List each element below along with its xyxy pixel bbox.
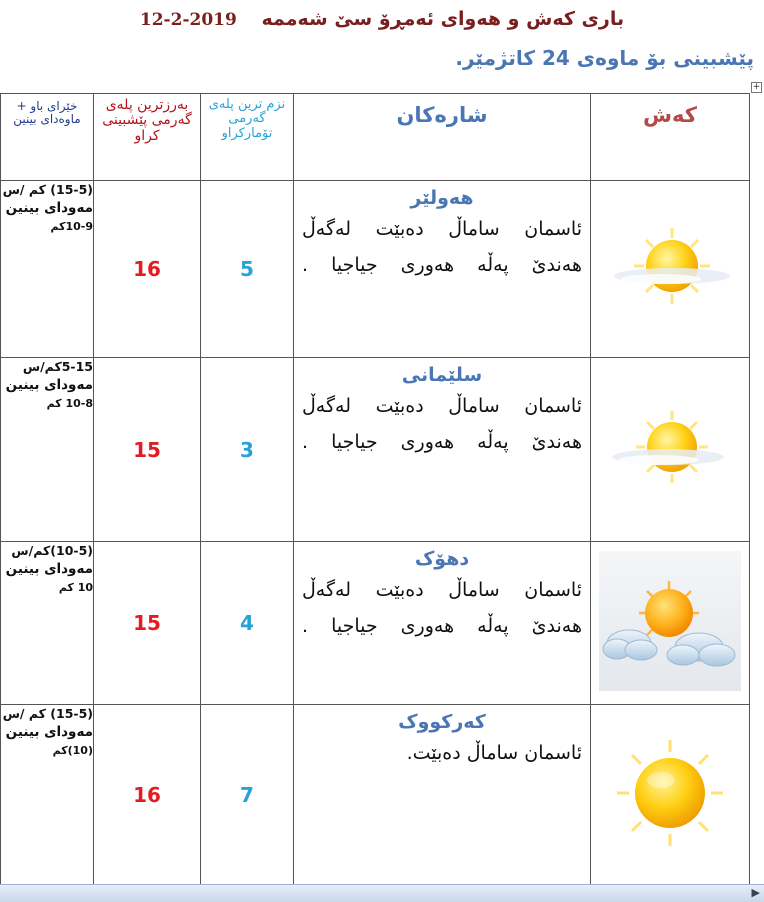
weather-table <box>0 93 750 886</box>
header-max-temp: بەرزترین پلەی گەرمی پێشبینی کراو <box>94 94 201 181</box>
table-row <box>1 181 750 358</box>
wind-cell: 5-15کم/س مەودای بینین 10-8 کم <box>1 358 94 542</box>
weather-icon-cell <box>591 358 750 542</box>
city-cell <box>294 358 591 542</box>
sun-cloud-icon <box>606 407 734 489</box>
min-temp-cell: 4 <box>201 542 294 705</box>
city-name: دهۆک <box>414 548 470 570</box>
wind-cell: (10-5)کم/س مەودای بینین 10 کم <box>1 542 94 705</box>
wind-cell: (15-5) کم /س مەودای بینین 10-9کم <box>1 181 94 358</box>
max-temp-cell: 16 <box>94 181 201 358</box>
header-weather: کەش <box>591 94 750 181</box>
city-name: کەرکووک <box>398 711 486 733</box>
min-temp-cell: 7 <box>201 705 294 886</box>
weather-icon-cell <box>591 181 750 358</box>
weather-description: ئاسمان ساماڵ دەبێت. <box>406 742 582 764</box>
city-name: سلێمانی <box>401 364 483 386</box>
weather-description: ئاسمان ساماڵ دەبێت لەگەڵ هەندێ پەڵە هەوری جیاجیا . <box>302 218 582 276</box>
max-temp-cell: 15 <box>94 542 201 705</box>
sun-icon <box>615 738 725 848</box>
max-temp-cell: 16 <box>94 705 201 886</box>
page-title <box>0 8 764 30</box>
title-text: باری کەش و هەوای ئەمڕۆ سێ شەممە <box>261 8 625 30</box>
header-wind: خێرای باو + ماوەدای بینین <box>1 94 94 181</box>
max-temp-cell: 15 <box>94 358 201 542</box>
city-cell <box>294 705 591 886</box>
table-row <box>1 705 750 886</box>
table-row <box>1 358 750 542</box>
weather-icon-cell <box>591 705 750 886</box>
header-cities: شارەکان <box>294 94 591 181</box>
table-row <box>1 542 750 705</box>
weather-icon-cell <box>591 542 750 705</box>
header-min-temp: نزم ترین پلەی گەرمی تۆمارکراو <box>201 94 294 181</box>
bottom-scrollbar[interactable] <box>0 884 764 902</box>
min-temp-cell: 3 <box>201 358 294 542</box>
table-move-handle[interactable]: + <box>752 82 761 92</box>
wind-cell: (15-5) کم /س مەودای بینین (10)کم <box>1 705 94 886</box>
sun-cloud-icon <box>606 226 734 308</box>
weather-description: ئاسمان ساماڵ دەبێت لەگەڵ هەندێ پەڵە هەوری جیاجیا . <box>302 579 582 637</box>
sun-behind-clouds-icon <box>599 551 741 691</box>
scroll-right-icon[interactable]: ▶ <box>751 886 760 899</box>
title-date: 2019-2-12 <box>139 10 237 30</box>
min-temp-cell: 5 <box>201 181 294 358</box>
city-name: هەولێر <box>410 187 474 209</box>
weather-description: ئاسمان ساماڵ دەبێت لەگەڵ هەندێ پەڵە هەوری جیاجیا . <box>302 395 582 453</box>
header-row <box>1 94 750 181</box>
page-subtitle: پێشبینی بۆ ماوەی 24 کاتژمێر. <box>455 46 754 70</box>
city-cell <box>294 181 591 358</box>
city-cell <box>294 542 591 705</box>
